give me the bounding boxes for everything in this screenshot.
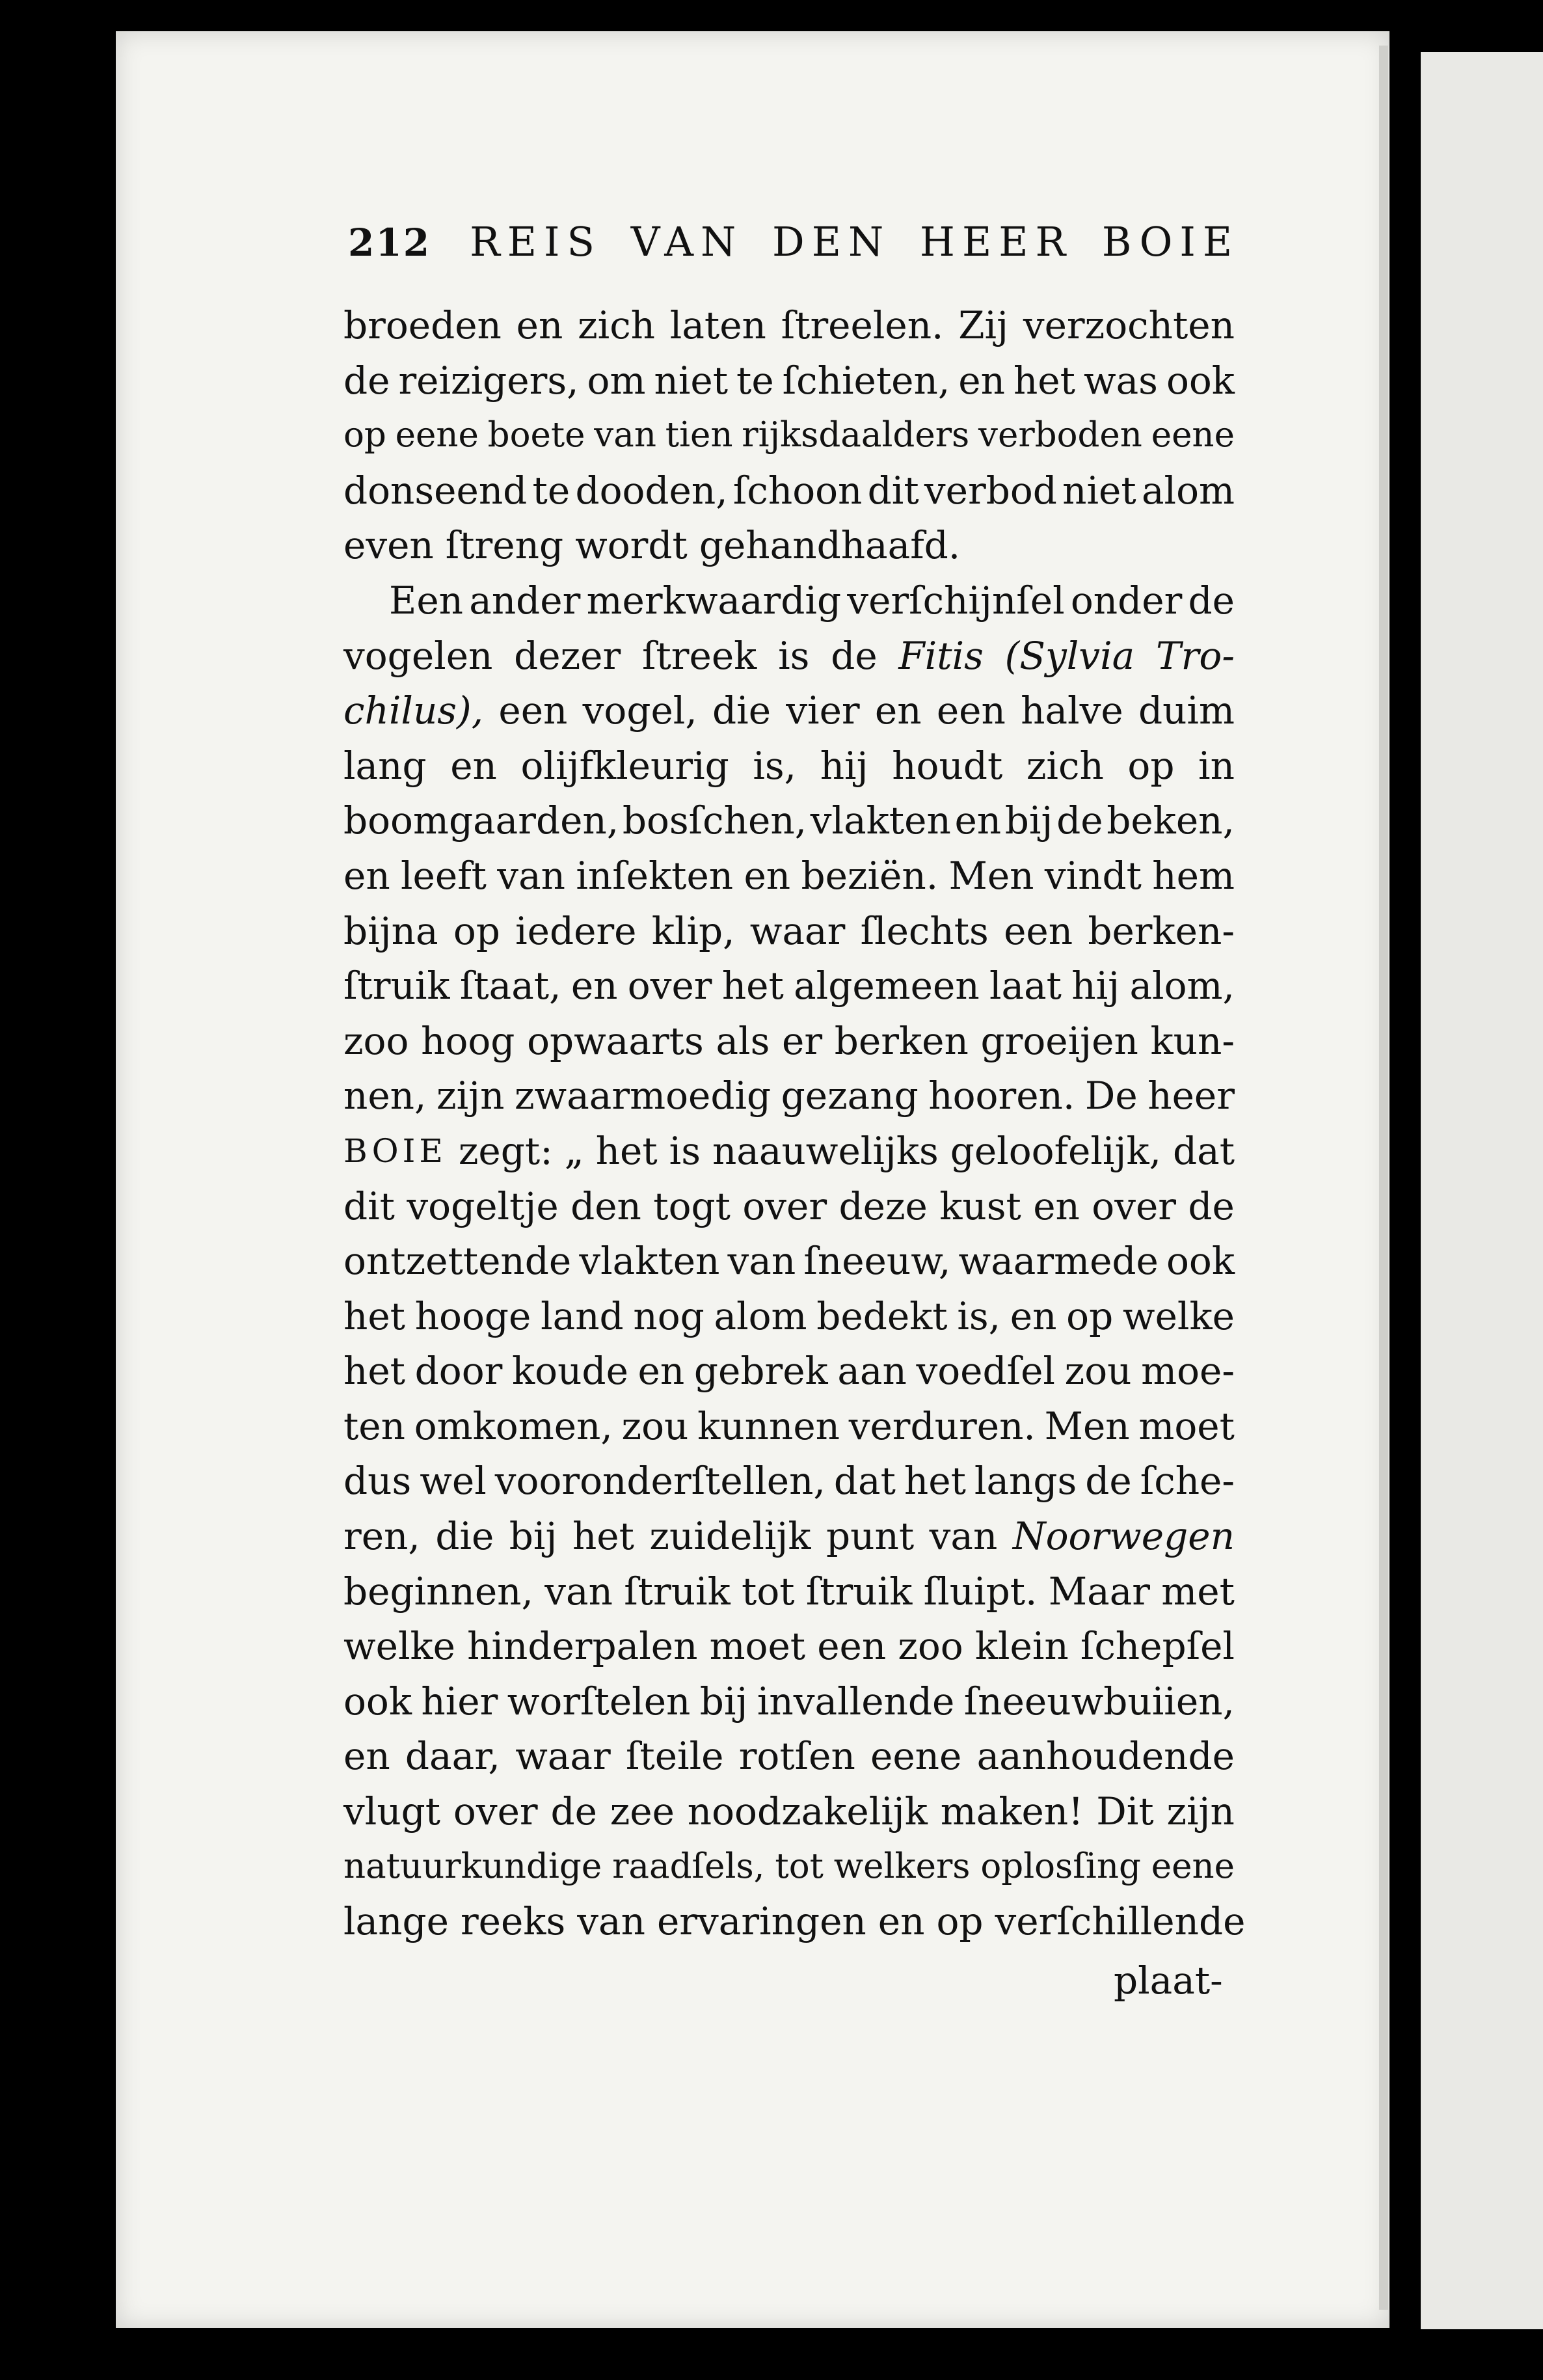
text-line: chilus), een vogel, die vier en een halve duim [343,688,1235,733]
body-text [343,298,1246,1949]
text-line: het hooge land nog alom bedekt is, en op welke [343,1293,1235,1338]
text-line: ook hier worſtelen bij invallende ſneeuwbuiien, [343,1679,1235,1724]
text-line: de reizigers, om niet te ſchieten, en het was ook [343,358,1235,403]
text-line: lang en olijfkleurig is, hij houdt zich op in [343,743,1235,788]
text-line: boomgaarden, bosſchen, vlakten en bij de beken, [343,798,1235,843]
text-line: en daar, waar ſteile rotſen eene aanhoudende [343,1734,1235,1779]
text-line: even ſtreng wordt gehandhaafd. [343,523,961,568]
page-edge [1379,46,1388,2310]
text-line: ten omkomen, zou kunnen verduren. Men moet [343,1403,1235,1448]
text-line: broeden en zich laten ſtreelen. Zij verzochten [343,303,1235,347]
text-line: dit vogeltje den togt over deze kust en over de [343,1183,1235,1228]
text-line: dus wel vooronderſtellen, dat het langs de ſche- [343,1459,1235,1504]
text-line: vlugt over de zee noodzakelijk maken! Dit zijn [343,1789,1235,1834]
text-line: nen, zijn zwaarmoedig gezang hooren. De heer [343,1074,1235,1118]
running-title: REIS VAN DEN HEER BOIE [470,218,1240,265]
text-line: beginnen, van ſtruik tot ſtruik ſluipt. Maar met [343,1569,1235,1614]
text-line: en leeft van inſekten en beziën. Men vindt hem [343,853,1235,898]
text-line: ontzettende vlakten van ſneeuw, waarmede ook [343,1239,1235,1284]
text-line: BOIE zegt: „ het is naauwelijks geloofelijk, dat [343,1128,1235,1173]
text-line: op eene boete van tien rijksdaalders verboden eene [343,415,1235,455]
text-line: natuurkundige raadſels, tot welkers oplosſing eene [343,1846,1235,1886]
adjacent-page [1421,52,1543,2329]
text-line: het door koude en gebrek aan voedſel zou moe- [343,1349,1235,1394]
catchword: plaat- [1114,1958,1223,2003]
text-line: zoo hoog opwaarts als er berken groeijen kun- [343,1018,1235,1063]
page-number: 212 [348,221,431,265]
text-line: lange reeks van ervaringen en op verſchillende [343,1899,1246,1944]
text-line: donseend te dooden, ſchoon dit verbod niet alom [343,468,1235,513]
text-line: vogelen dezer ſtreek is de Fitis (Sylvia Tro- [343,633,1235,678]
text-line: ren, die bij het zuidelijk punt van Noorwegen [343,1514,1235,1559]
text-line: bijna op iedere klip, waar ſlechts een berken- [343,908,1235,953]
text-line: Een ander merkwaardig verſchijnſel onder de [389,578,1235,623]
text-line: ſtruik ſtaat, en over het algemeen laat hij alom, [343,964,1235,1008]
page-header [348,218,1240,278]
text-line: welke hinderpalen moet een zoo klein ſchepſel [343,1624,1235,1669]
